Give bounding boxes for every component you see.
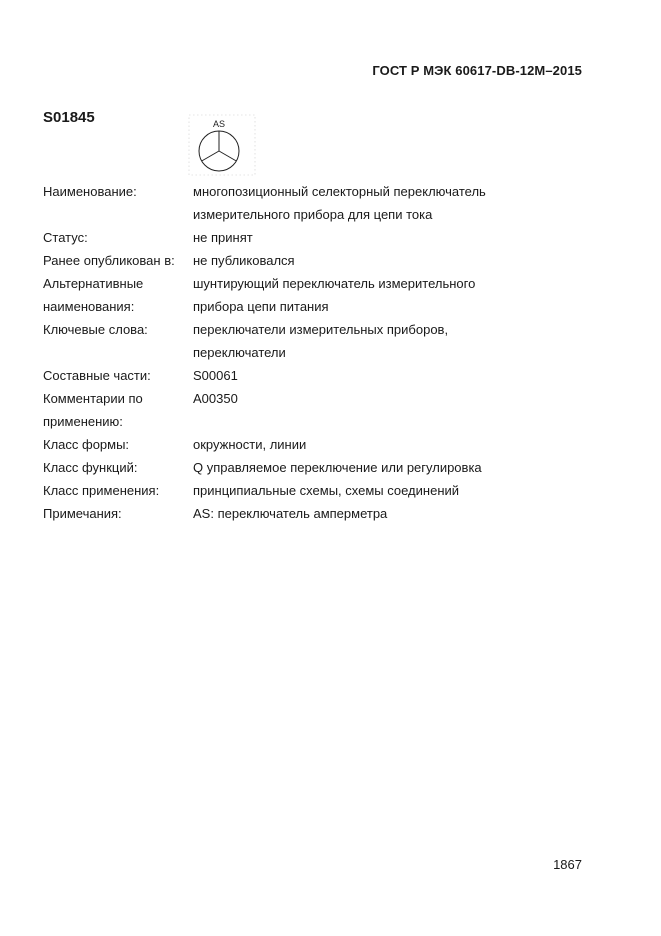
attribute-value-line: принципиальные схемы, схемы соединений bbox=[193, 483, 460, 498]
attribute-value bbox=[193, 433, 603, 456]
attribute-table bbox=[43, 180, 603, 525]
attribute-label bbox=[43, 272, 193, 318]
attribute-label bbox=[43, 318, 193, 364]
attribute-value-line: измерительного прибора для цепи тока bbox=[193, 207, 433, 222]
symbol-id: S01845 bbox=[43, 109, 95, 126]
document-header: ГОСТ Р МЭК 60617-DB-12M–2015 bbox=[372, 63, 582, 78]
attribute-row bbox=[43, 479, 603, 502]
attribute-label-line: Класс формы: bbox=[43, 437, 130, 452]
attribute-label bbox=[43, 249, 193, 272]
attribute-row bbox=[43, 318, 603, 364]
attribute-label-line: Класс применения: bbox=[43, 483, 160, 498]
symbol-label: AS bbox=[212, 119, 226, 129]
attribute-label-line: Ключевые слова: bbox=[43, 322, 148, 337]
attribute-label bbox=[43, 433, 193, 456]
attribute-label bbox=[43, 387, 193, 433]
attribute-value bbox=[193, 272, 603, 318]
attribute-row bbox=[43, 502, 603, 525]
attribute-value-line: многопозиционный селекторный переключатель bbox=[193, 184, 486, 199]
attribute-row bbox=[43, 456, 603, 479]
attribute-label-line: Класс функций: bbox=[43, 460, 138, 475]
attribute-value bbox=[193, 180, 603, 226]
attribute-label bbox=[43, 226, 193, 249]
attribute-value bbox=[193, 479, 603, 502]
ammeter-selector-switch-symbol bbox=[188, 114, 256, 176]
attribute-value bbox=[193, 364, 603, 387]
attribute-row bbox=[43, 387, 603, 433]
attribute-value-line: прибора цепи питания bbox=[193, 299, 329, 314]
attribute-value-line: шунтирующий переключатель измерительного bbox=[193, 276, 476, 291]
attribute-row bbox=[43, 180, 603, 226]
attribute-row bbox=[43, 433, 603, 456]
attribute-row bbox=[43, 249, 603, 272]
attribute-label-line: наименования: bbox=[43, 299, 135, 314]
page-number: 1867 bbox=[553, 857, 582, 872]
attribute-value-line: переключатели измерительных приборов, bbox=[193, 322, 449, 337]
attribute-value bbox=[193, 226, 603, 249]
attribute-value-line: переключатели bbox=[193, 345, 286, 360]
attribute-value bbox=[193, 249, 603, 272]
attribute-label-line: Ранее опубликован в: bbox=[43, 253, 175, 268]
attribute-value bbox=[193, 387, 603, 433]
attribute-value bbox=[193, 456, 603, 479]
attribute-value-line: AS: переключатель амперметра bbox=[193, 506, 388, 521]
attribute-label-line: Комментарии по bbox=[43, 391, 143, 406]
attribute-label bbox=[43, 180, 193, 226]
attribute-value-line: не публиковался bbox=[193, 253, 295, 268]
attribute-label-line: Примечания: bbox=[43, 506, 122, 521]
attribute-label bbox=[43, 502, 193, 525]
attribute-value-line: окружности, линии bbox=[193, 437, 307, 452]
attribute-value-line: не принят bbox=[193, 230, 253, 245]
attribute-value-line: S00061 bbox=[193, 368, 238, 383]
attribute-label-line: применению: bbox=[43, 414, 123, 429]
attribute-row bbox=[43, 272, 603, 318]
attribute-label bbox=[43, 456, 193, 479]
attribute-label-line: Статус: bbox=[43, 230, 88, 245]
attribute-value bbox=[193, 502, 603, 525]
attribute-row bbox=[43, 226, 603, 249]
attribute-label-line: Альтернативные bbox=[43, 276, 144, 291]
attribute-value-line: Q управляемое переключение или регулировка bbox=[193, 460, 482, 475]
attribute-value bbox=[193, 318, 603, 364]
attribute-label bbox=[43, 479, 193, 502]
attribute-value-line: A00350 bbox=[193, 391, 238, 406]
attribute-label bbox=[43, 364, 193, 387]
attribute-row bbox=[43, 364, 603, 387]
attribute-label-line: Наименование: bbox=[43, 184, 137, 199]
attribute-label-line: Составные части: bbox=[43, 368, 151, 383]
